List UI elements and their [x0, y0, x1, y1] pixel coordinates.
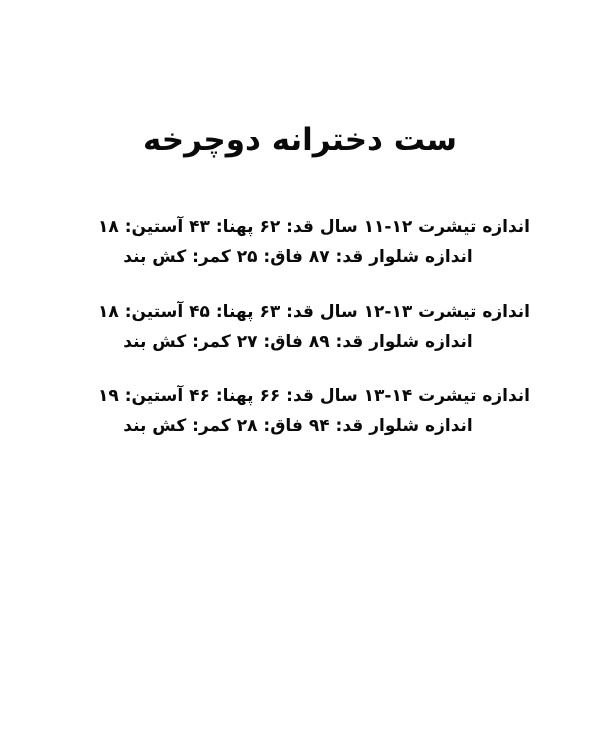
shirt-size-line: اندازه تیشرت ۱۲-۱۱ سال قد: ۶۲ پهنا: ۴۳ آستین: ۱۸ — [98, 217, 530, 237]
pants-size-line: اندازه شلوار قد: ۹۴ فاق: ۲۸ کمر: کش بند — [123, 416, 473, 436]
pants-size-line: اندازه شلوار قد: ۸۷ فاق: ۲۵ کمر: کش بند — [123, 247, 473, 267]
size-block-13-14 — [70, 381, 530, 441]
size-block-11-12 — [70, 212, 530, 272]
shirt-size-line: اندازه تیشرت ۱۴-۱۳ سال قد: ۶۶ پهنا: ۴۶ آستین: ۱۹ — [98, 386, 530, 406]
size-block-12-13 — [70, 297, 530, 357]
pants-size-line: اندازه شلوار قد: ۸۹ فاق: ۲۷ کمر: کش بند — [123, 332, 473, 352]
shirt-size-line: اندازه تیشرت ۱۳-۱۲ سال قد: ۶۳ پهنا: ۴۵ آستین: ۱۸ — [98, 302, 530, 322]
page-title: ست دخترانه دوچرخه — [142, 122, 458, 158]
